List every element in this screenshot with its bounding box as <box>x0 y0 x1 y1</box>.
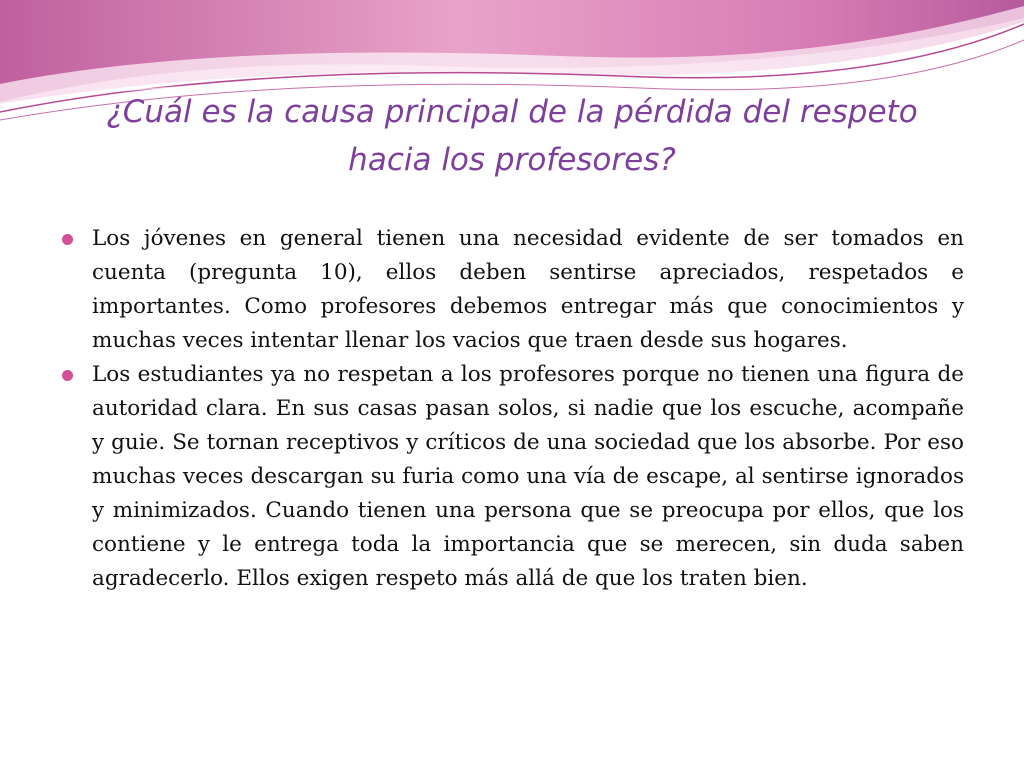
title-line-1: ¿Cuál es la causa principal de la pérdida del respeto <box>106 94 918 130</box>
title-line-2: hacia los profesores? <box>348 142 676 178</box>
bullet-item-1 <box>62 222 964 358</box>
bullet-text-1: Los jóvenes en general tienen una necesidad evidente de ser tomados en cuenta (pregunta 10), ellos deben sentirse apreciados, respetados e importantes. Como profesores debemos entregar más que conocimientos y muchas veces intentar llenar los vacios que traen desde sus hogares. <box>92 226 964 353</box>
bullet-dot-icon <box>62 370 73 381</box>
bullet-item-2 <box>62 358 964 596</box>
bullet-list <box>62 222 964 596</box>
bullet-text-2: Los estudiantes ya no respetan a los profesores porque no tienen una figura de autoridad clara. En sus casas pasan solos, si nadie que los escuche, acompañe y guie. Se tornan receptivos y críticos de una sociedad que los absorbe. Por eso muchas veces descargan su furia como una vía de escape, al sentirse ignorados y minimizados. Cuando tienen una persona que se preocupa por ellos, que los contiene y le entrega toda la importancia que se merecen, sin duda saben agradecerlo. Ellos exigen respeto más allá de que los traten bien. <box>92 362 964 591</box>
bullet-dot-icon <box>62 234 73 245</box>
slide-title <box>40 88 984 184</box>
